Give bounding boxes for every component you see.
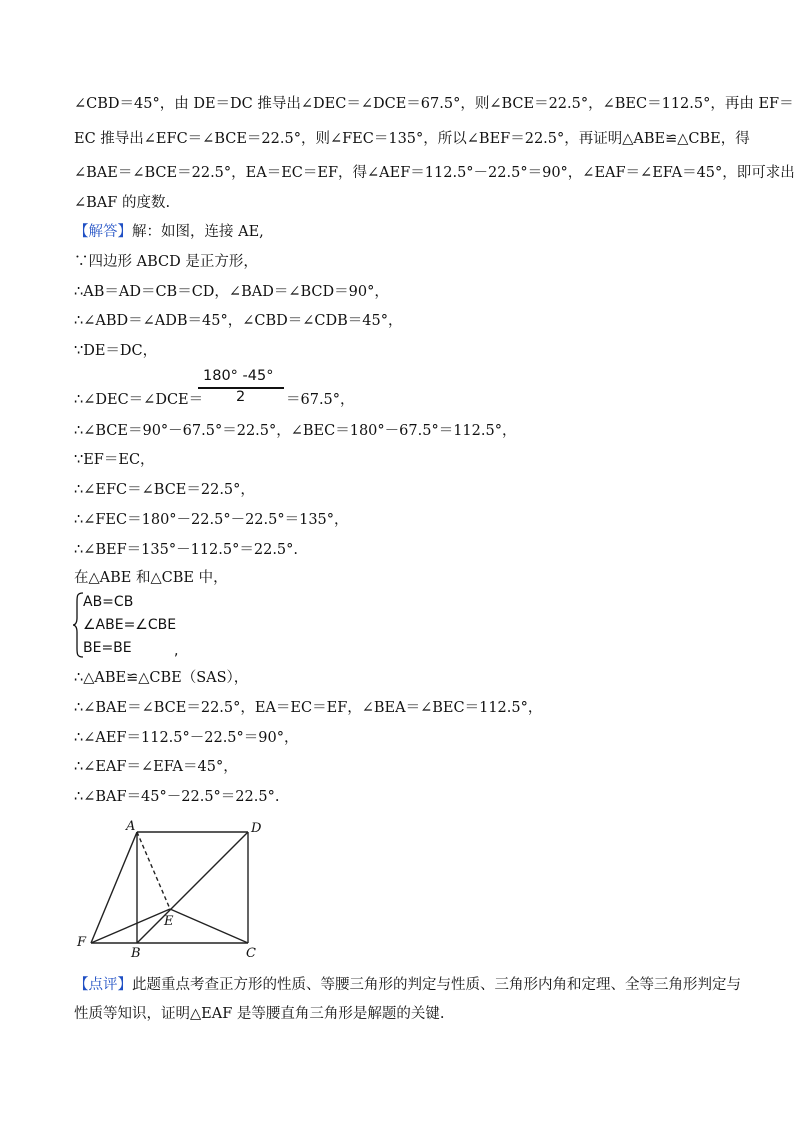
comment-line-1 xyxy=(74,975,741,995)
proof-line-triangles: 在△ABE 和△CBE 中， xyxy=(74,570,228,586)
segment-ec xyxy=(170,909,248,943)
proof-line-sides: ∴AB＝AD＝CB＝CD，∠BAD＝∠BCD＝90°， xyxy=(74,284,389,300)
system-eq-1: AB=CB xyxy=(83,594,134,610)
analysis-line-1: ∠CBD＝45°，由 DE＝DC 推导出∠DEC＝∠DCE＝67.5°，则∠BCE＝22.5°，∠BEC＝112.5°，再由 EF＝ xyxy=(74,96,794,112)
proof-line-de-dc: ∵DE＝DC， xyxy=(74,343,158,359)
label-f: F xyxy=(77,935,87,950)
label-b: B xyxy=(131,946,141,961)
system-eq-3: BE=BE xyxy=(83,640,132,656)
comment-text: 此题重点考查正方形的性质、等腰三角形的判定与性质、三角形内角和定理、全等三角形判定与 xyxy=(132,977,741,993)
system-tail: , xyxy=(174,643,179,659)
analysis-line-2: EC 推导出∠EFC＝∠BCE＝22.5°，则∠FEC＝135°，所以∠BEF＝22.5°，再证明△ABE≌△CBE，得 xyxy=(74,131,750,147)
solution-text: 解：如图，连接 AE, xyxy=(132,224,264,240)
fraction-numerator: 180° -45° xyxy=(203,368,274,384)
proof-line-bef: ∴∠BEF＝135°－112.5°＝22.5°. xyxy=(74,542,299,558)
system-eq-2: ∠ABE=∠CBE xyxy=(83,617,177,633)
proof-line-efc: ∴∠EFC＝∠BCE＝22.5°， xyxy=(74,482,255,498)
proof-line-eaf: ∴∠EAF＝∠EFA＝45°， xyxy=(74,759,238,775)
proof-line-bce: ∴∠BCE＝90°－67.5°＝22.5°，∠BEC＝180°－67.5°＝112.5°， xyxy=(74,423,517,439)
segment-bd xyxy=(137,832,248,943)
comment-tag: 【点评】 xyxy=(74,977,132,993)
solution-tag: 【解答】 xyxy=(74,224,132,240)
label-e: E xyxy=(164,914,174,929)
proof-line-ef-ec: ∵EF＝EC， xyxy=(74,452,155,468)
analysis-line-3: ∠BAE＝∠BCE＝22.5°，EA＝EC＝EF，得∠AEF＝112.5°－22.5°＝90°，∠EAF＝∠EFA＝45°，即可求出 xyxy=(74,165,795,181)
proof-line-dec-result: ＝67.5°， xyxy=(286,392,355,408)
fraction-denominator: 2 xyxy=(236,389,246,405)
label-a: A xyxy=(126,819,136,834)
comment-line-2: 性质等知识，证明△EAF 是等腰直角三角形是解题的关键. xyxy=(74,1006,445,1022)
proof-line-fec: ∴∠FEC＝180°－22.5°－22.5°＝135°， xyxy=(74,512,349,528)
proof-line-bae: ∴∠BAE＝∠BCE＝22.5°，EA＝EC＝EF，∠BEA＝∠BEC＝112.5°， xyxy=(74,700,543,716)
analysis-line-4: ∠BAF 的度数. xyxy=(74,195,171,211)
proof-line-dec: ∴∠DEC＝∠DCE＝ xyxy=(74,392,204,408)
proof-line-baf: ∴∠BAF＝45°－22.5°＝22.5°. xyxy=(74,789,280,805)
proof-line-angles-45: ∴∠ABD＝∠ADB＝45°，∠CBD＝∠CDB＝45°， xyxy=(74,313,403,329)
proof-line-congruent: ∴△ABE≌△CBE（SAS）， xyxy=(74,670,249,686)
label-d: D xyxy=(251,821,262,836)
proof-line-square: ∵四边形 ABCD 是正方形， xyxy=(74,254,258,270)
segment-ae-dashed xyxy=(137,832,170,909)
label-c: C xyxy=(246,946,256,961)
proof-line-aef: ∴∠AEF＝112.5°－22.5°＝90°， xyxy=(74,730,299,746)
